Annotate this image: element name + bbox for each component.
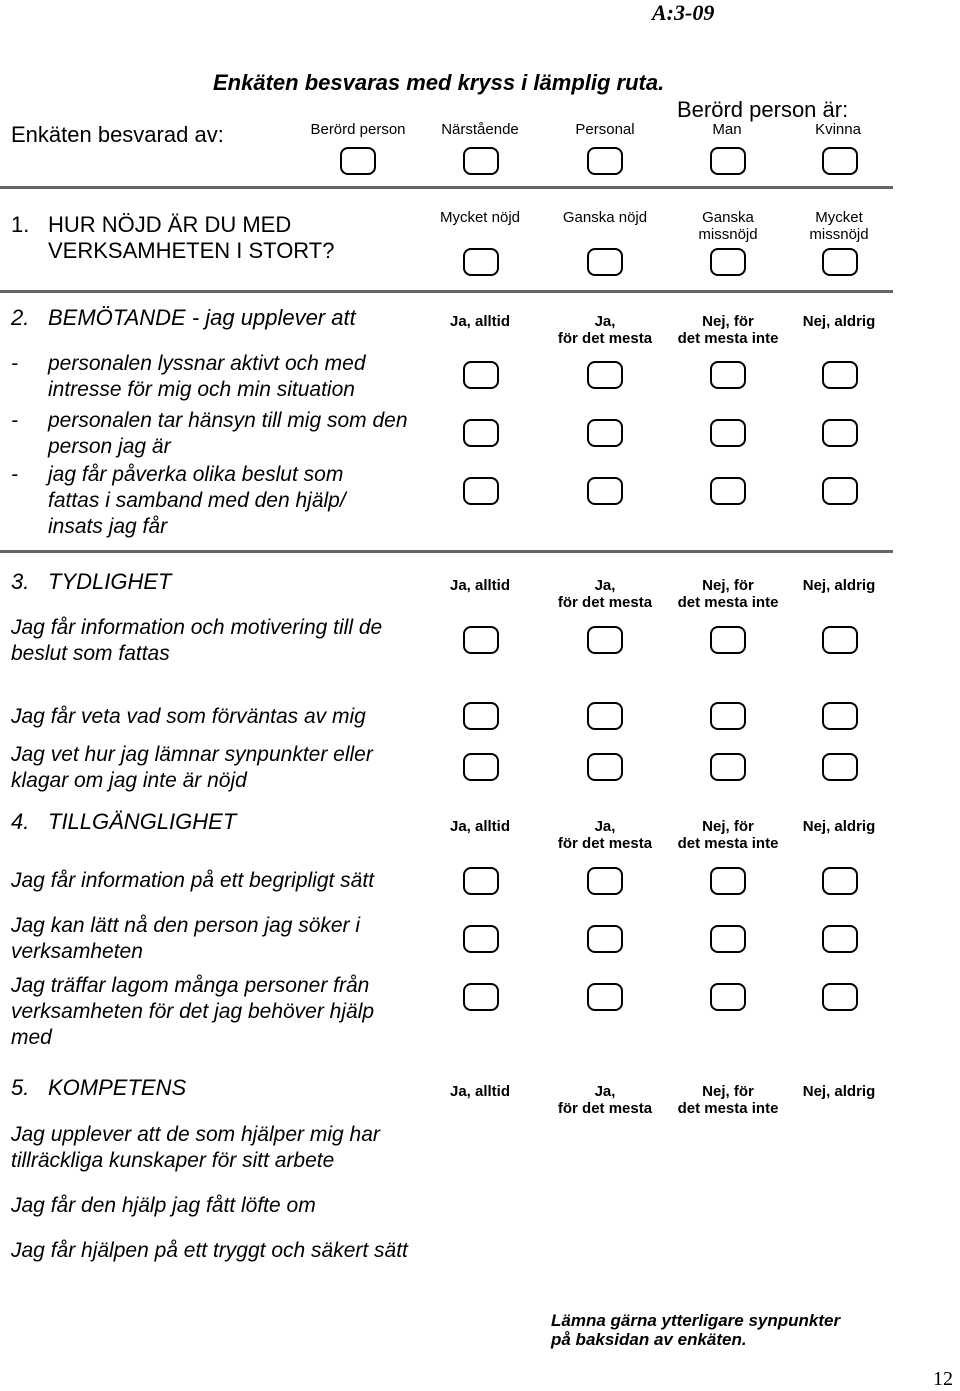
checkbox-s3-3-2[interactable] <box>587 753 623 781</box>
checkbox-s2-2-2[interactable] <box>587 419 623 447</box>
respondent-option-relative: Närstående <box>441 121 519 138</box>
checkbox-s2-3-2[interactable] <box>587 477 623 505</box>
s4-title: TILLGÄNGLIGHET <box>48 809 237 834</box>
s2-scale-mostly-not: Nej, för det mesta inte <box>677 313 779 347</box>
checkbox-s3-2-3[interactable] <box>710 702 746 730</box>
s2-item-dash: - <box>11 409 18 432</box>
checkbox-q1-3[interactable] <box>710 248 746 276</box>
s2-title: BEMÖTANDE - jag upplever att <box>48 305 356 330</box>
checkbox-gender-woman[interactable] <box>822 147 858 175</box>
checkbox-s3-3-1[interactable] <box>463 753 499 781</box>
s3-item-text: Jag vet hur jag lämnar synpunkter eller klagar om jag inte är nöjd <box>11 743 373 792</box>
s2-scale-never: Nej, aldrig <box>802 313 876 330</box>
s3-scale-mostly-not: Nej, för det mesta inte <box>677 577 779 611</box>
checkbox-q1-1[interactable] <box>463 248 499 276</box>
q1-option-very-dissatisfied: Mycket missnöjd <box>809 209 869 243</box>
checkbox-s4-2-4[interactable] <box>822 925 858 953</box>
s3-title: TYDLIGHET <box>48 569 172 594</box>
s4-number: 4. <box>11 809 30 834</box>
checkbox-s3-1-1[interactable] <box>463 626 499 654</box>
q1-number: 1. <box>11 212 30 237</box>
gender-option-woman: Kvinna <box>815 121 861 138</box>
s5-title: KOMPETENS <box>48 1075 187 1100</box>
s3-number: 3. <box>11 569 30 594</box>
divider <box>0 290 893 293</box>
checkbox-s3-1-3[interactable] <box>710 626 746 654</box>
s2-item-dash: - <box>11 352 18 375</box>
footer-note <box>551 1311 840 1349</box>
s5-item-text: Jag upplever att de som hjälper mig har tillräckliga kunskaper för sitt arbete <box>11 1123 380 1172</box>
checkbox-s3-1-2[interactable] <box>587 626 623 654</box>
checkbox-s3-3-4[interactable] <box>822 753 858 781</box>
checkbox-s4-2-2[interactable] <box>587 925 623 953</box>
checkbox-s4-3-3[interactable] <box>710 983 746 1011</box>
s4-item-text: Jag kan lätt nå den person jag söker i verksamheten <box>11 914 361 963</box>
document-code: A:3-09 <box>652 0 715 25</box>
respondent-label: Enkäten besvarad av: <box>11 122 224 147</box>
s3-scale-mostly: Ja, för det mesta <box>557 577 653 611</box>
checkbox-s3-2-2[interactable] <box>587 702 623 730</box>
s2-scale-mostly: Ja, för det mesta <box>557 313 653 347</box>
s5-scale-mostly: Ja, för det mesta <box>557 1083 653 1117</box>
s2-scale-always: Ja, alltid <box>449 313 511 330</box>
checkbox-s2-2-1[interactable] <box>463 419 499 447</box>
s4-scale-mostly: Ja, för det mesta <box>557 818 653 852</box>
q1-title-line2: VERKSAMHETEN I STORT? <box>48 238 335 263</box>
s5-item-text: Jag får den hjälp jag fått löfte om <box>11 1194 316 1217</box>
respondent-option-affected: Berörd person <box>310 121 406 138</box>
s5-item-text: Jag får hjälpen på ett tryggt och säkert sätt <box>11 1239 408 1262</box>
gender-title: Berörd person är: <box>677 97 849 122</box>
checkbox-s4-2-1[interactable] <box>463 925 499 953</box>
checkbox-s4-1-3[interactable] <box>710 867 746 895</box>
s4-scale-mostly-not: Nej, för det mesta inte <box>677 818 779 852</box>
checkbox-respondent-affected[interactable] <box>340 147 376 175</box>
checkbox-respondent-staff[interactable] <box>587 147 623 175</box>
checkbox-s3-3-3[interactable] <box>710 753 746 781</box>
checkbox-s4-2-3[interactable] <box>710 925 746 953</box>
q1-option-very-satisfied: Mycket nöjd <box>439 209 521 226</box>
footer-note-line1: Lämna gärna ytterligare synpunkter <box>551 1311 841 1330</box>
s3-item-text: Jag får veta vad som förväntas av mig <box>11 705 366 728</box>
checkbox-s3-2-1[interactable] <box>463 702 499 730</box>
checkbox-s4-3-1[interactable] <box>463 983 499 1011</box>
checkbox-gender-man[interactable] <box>710 147 746 175</box>
checkbox-s3-1-4[interactable] <box>822 626 858 654</box>
footer-note-line2: på baksidan av enkäten. <box>551 1330 747 1349</box>
divider <box>0 550 893 553</box>
checkbox-s4-1-4[interactable] <box>822 867 858 895</box>
s2-item-dash: - <box>11 463 18 486</box>
s2-item-text: personalen tar hänsyn till mig som den person jag är <box>48 409 408 458</box>
instructions: Enkäten besvaras med kryss i lämplig ruta. <box>213 70 665 95</box>
q1-option-fairly-dissatisfied: Ganska missnöjd <box>698 209 758 243</box>
checkbox-s2-3-4[interactable] <box>822 477 858 505</box>
checkbox-s4-3-4[interactable] <box>822 983 858 1011</box>
page-number: 12 <box>933 1368 953 1390</box>
checkbox-s4-3-2[interactable] <box>587 983 623 1011</box>
q1-title-line1: HUR NÖJD ÄR DU MED <box>48 212 292 237</box>
checkbox-s2-2-3[interactable] <box>710 419 746 447</box>
checkbox-s2-1-1[interactable] <box>463 361 499 389</box>
divider <box>0 186 893 189</box>
s4-item-text: Jag får information på ett begripligt sätt <box>11 869 375 892</box>
checkbox-s2-3-3[interactable] <box>710 477 746 505</box>
s5-number: 5. <box>11 1075 30 1100</box>
checkbox-q1-4[interactable] <box>822 248 858 276</box>
s2-item-text: personalen lyssnar aktivt och med intresse för mig och min situation <box>48 352 366 401</box>
s4-item-text: Jag träffar lagom många personer från verksamheten för det jag behöver hjälp med <box>11 974 375 1049</box>
checkbox-s4-1-2[interactable] <box>587 867 623 895</box>
s4-scale-never: Nej, aldrig <box>802 818 876 835</box>
s5-scale-always: Ja, alltid <box>449 1083 511 1100</box>
q1-title <box>48 212 334 264</box>
respondent-option-staff: Personal <box>575 121 635 138</box>
s5-scale-mostly-not: Nej, för det mesta inte <box>677 1083 779 1117</box>
checkbox-q1-2[interactable] <box>587 248 623 276</box>
checkbox-respondent-relative[interactable] <box>463 147 499 175</box>
q1-option-fairly-satisfied: Ganska nöjd <box>562 209 648 226</box>
s3-scale-never: Nej, aldrig <box>802 577 876 594</box>
s3-scale-always: Ja, alltid <box>449 577 511 594</box>
checkbox-s2-3-1[interactable] <box>463 477 499 505</box>
checkbox-s3-2-4[interactable] <box>822 702 858 730</box>
checkbox-s2-2-4[interactable] <box>822 419 858 447</box>
s3-item-text: Jag får information och motivering till de beslut som fattas <box>11 616 383 665</box>
gender-option-man: Man <box>712 121 742 138</box>
s4-scale-always: Ja, alltid <box>449 818 511 835</box>
s5-scale-never: Nej, aldrig <box>802 1083 876 1100</box>
checkbox-s2-1-2[interactable] <box>587 361 623 389</box>
s2-item-text: jag får påverka olika beslut som fattas i samband med den hjälp/ insats jag får <box>48 463 346 538</box>
checkbox-s4-1-1[interactable] <box>463 867 499 895</box>
checkbox-s2-1-3[interactable] <box>710 361 746 389</box>
checkbox-s2-1-4[interactable] <box>822 361 858 389</box>
s2-number: 2. <box>11 305 30 330</box>
